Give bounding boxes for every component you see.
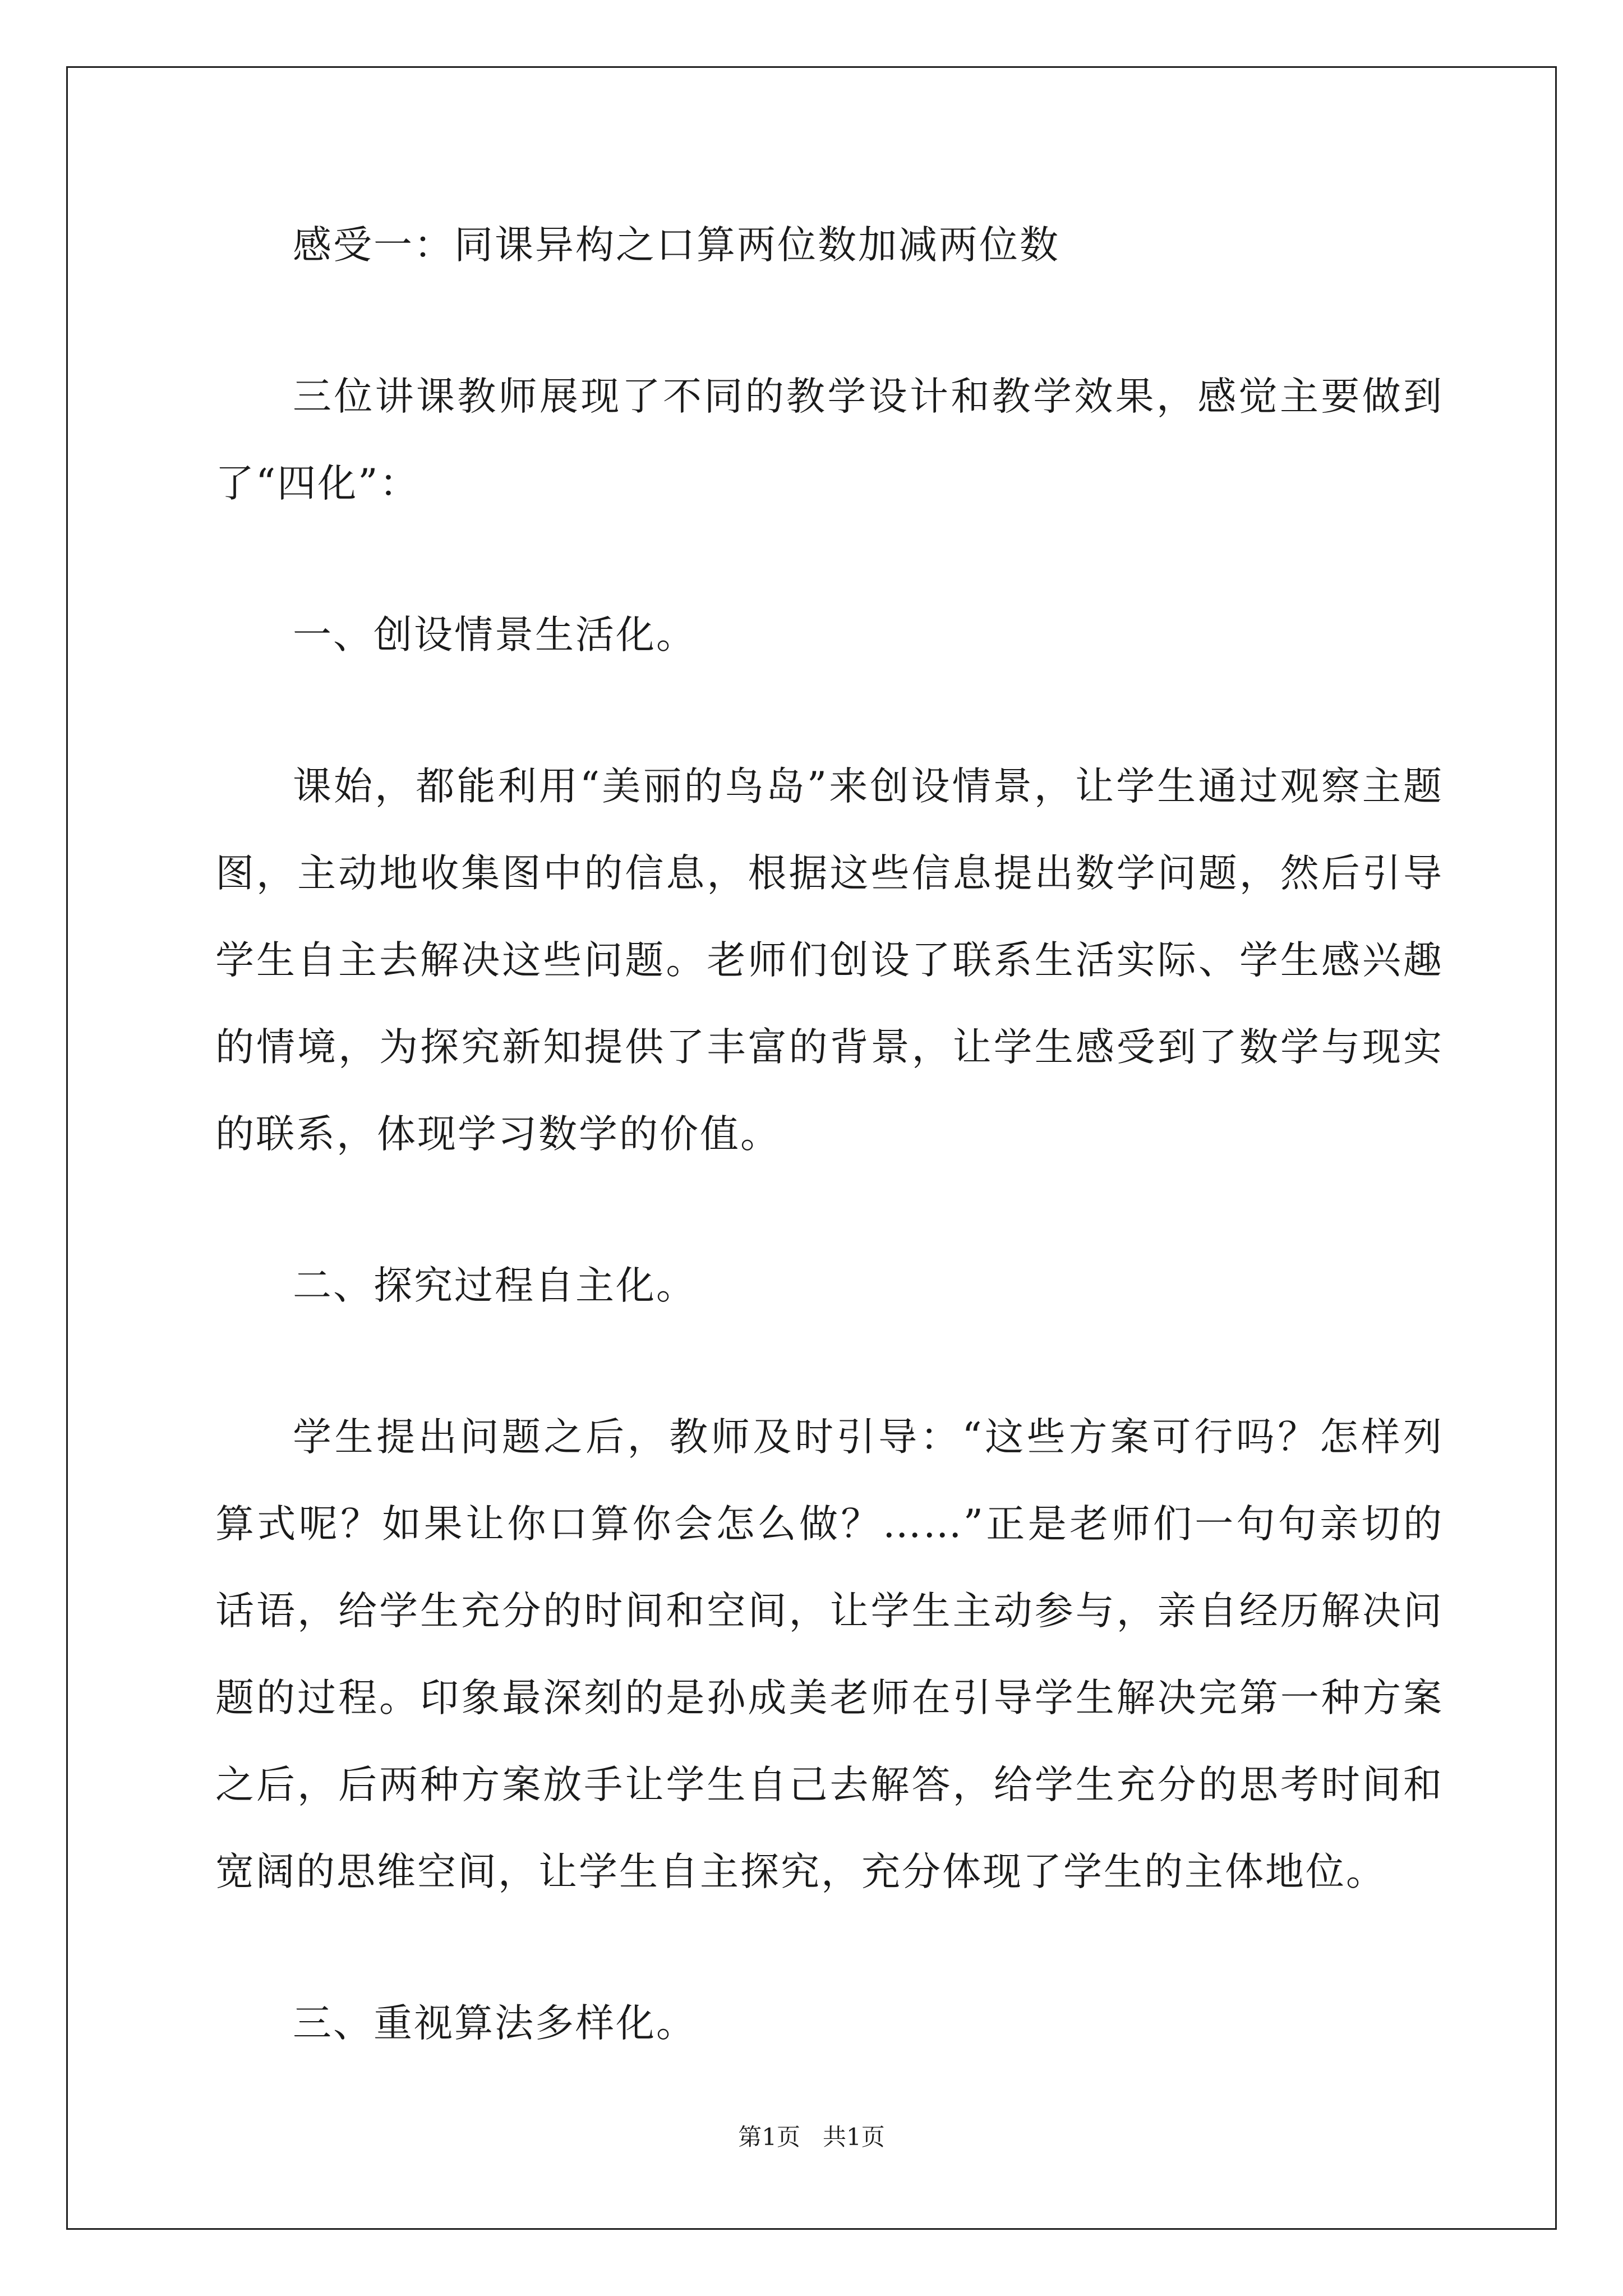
- section-heading: 感受一：同课异构之口算两位数加减两位数: [293, 223, 1060, 268]
- page-number-footer: 第1页 共1页: [738, 2123, 885, 2151]
- subsection-heading: 二、探究过程自主化。: [293, 1263, 697, 1308]
- subsection-heading: 三、重视算法多样化。: [293, 2001, 697, 2046]
- body-paragraph: 三位讲课教师展现了不同的教学设计和教学效果，感觉主要做到了“四化”：: [215, 374, 1444, 506]
- subsection-heading: 一、创设情景生活化。: [293, 613, 697, 657]
- body-paragraph: 学生提出问题之后，教师及时引导：“这些方案可行吗？怎样列算式呢？如果让你口算你会怎么做？……”正是老师们一句句亲切的话语，给学生充分的时间和空间，让学生主动参与，亲自经历解决问题的过程。印象最深刻的是孙成美老师在引导学生解决完第一种方案之后，后两种方案放手让学生自己去解答，给学生充分的思考时间和宽阔的思维空间，让学生自主探究，充分体现了学生的主体地位。: [215, 1415, 1444, 1894]
- body-paragraph: 课始，都能利用“美丽的鸟岛”来创设情景，让学生通过观察主题图，主动地收集图中的信息，根据这些信息提出数学问题，然后引导学生自主去解决这些问题。老师们创设了联系生活实际、学生感兴趣的情境，为探究新知提供了丰富的背景，让学生感受到了数学与现实的联系，体现学习数学的价值。: [215, 764, 1444, 1157]
- document-body: [215, 202, 1444, 2067]
